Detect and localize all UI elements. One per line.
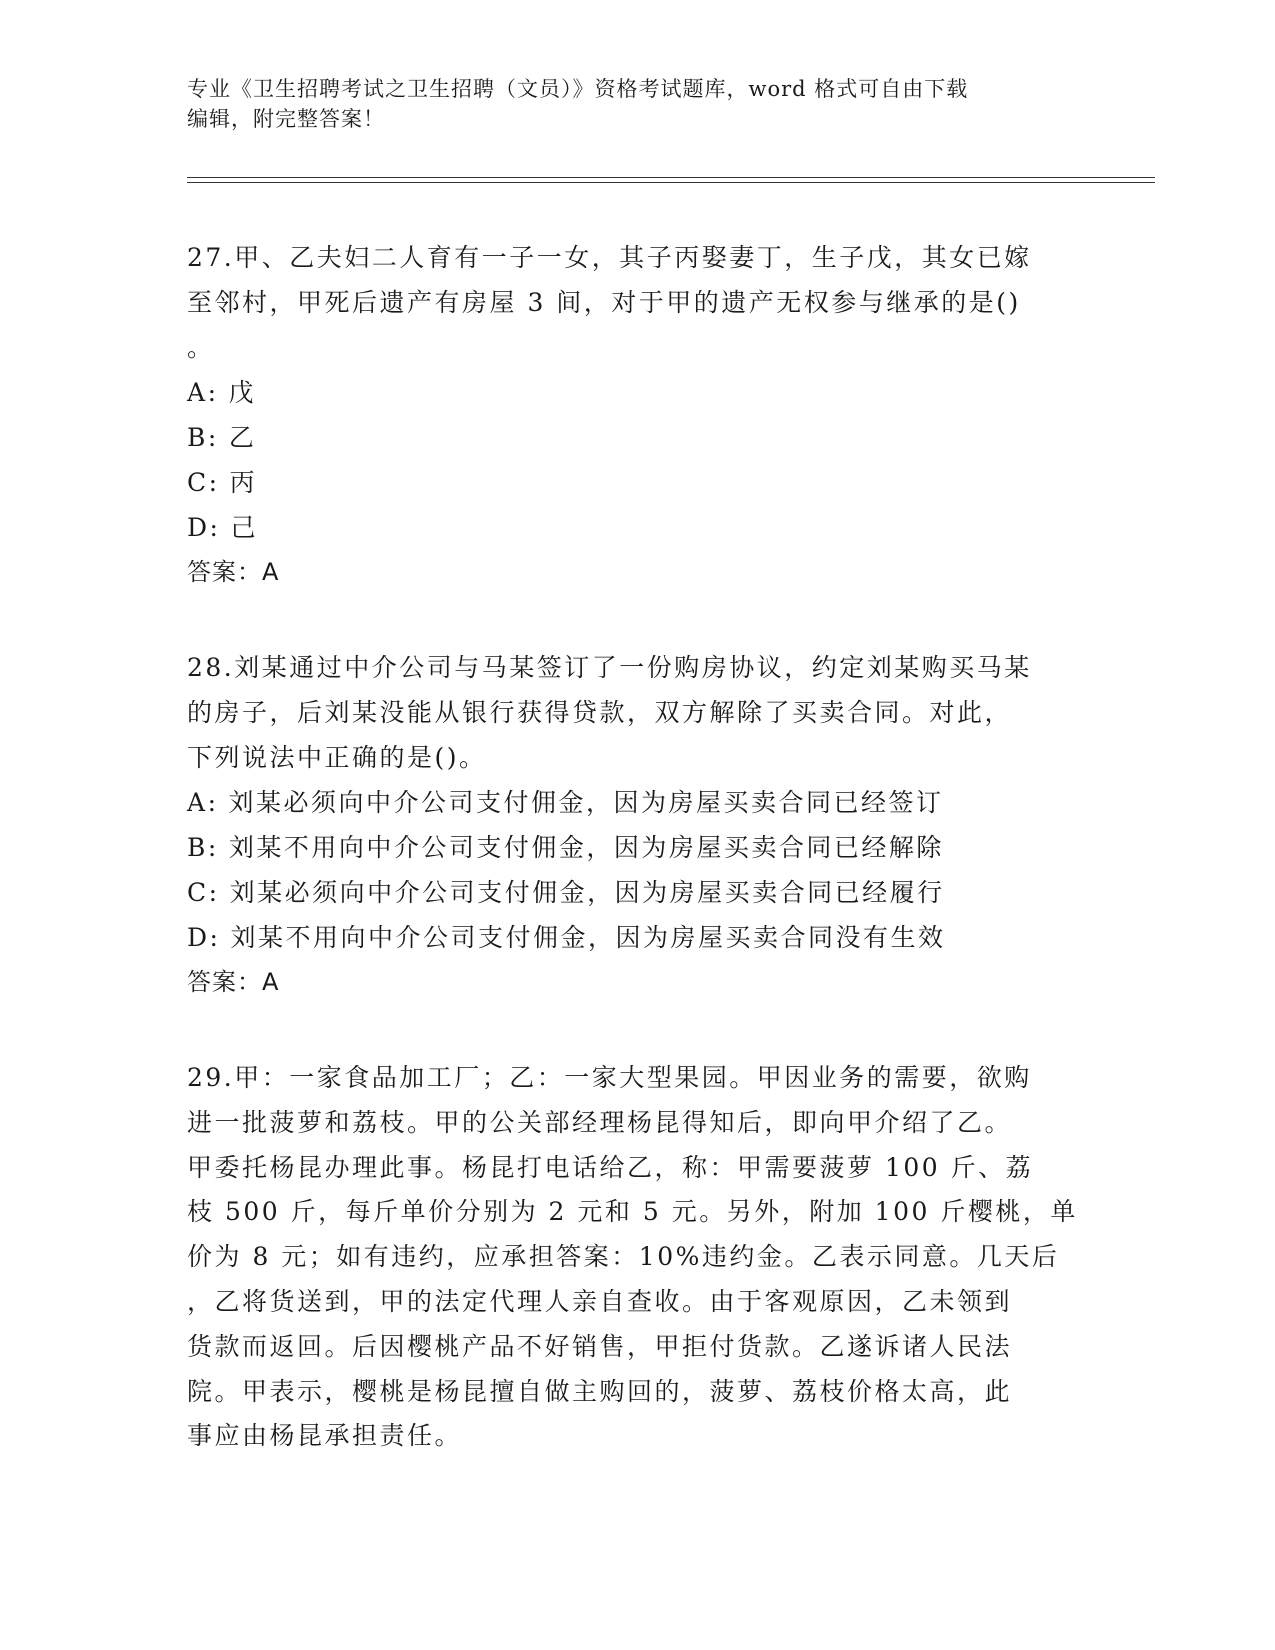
question-stem: [187, 645, 1087, 780]
option-a: [187, 370, 1087, 415]
option-key: A: [187, 788, 208, 817]
option-b: [187, 825, 1087, 870]
option-text: 己: [230, 513, 258, 542]
question-stem: [187, 1056, 1087, 1459]
stem-line: 29.甲：一家食品加工厂；乙：一家大型果园。甲因业务的需要，欲购: [187, 1063, 1032, 1092]
option-text: 丙: [229, 468, 258, 497]
option-a: [187, 780, 1087, 825]
answer-line: 答案：A: [187, 558, 280, 586]
stem-line: 事应由杨昆承担责任。: [187, 1421, 463, 1451]
question-29: [187, 1056, 1087, 1459]
option-d: [187, 915, 1087, 960]
stem-line: 院。甲表示，樱桃是杨昆擅自做主购回的，菠萝、荔枝价格太高，此: [187, 1376, 1013, 1406]
option-text: 刘某必须向中介公司支付佣金，因为房屋买卖合同已经履行: [229, 878, 945, 907]
option-list: [187, 370, 1087, 550]
option-c: [187, 870, 1087, 915]
option-key: C: [187, 878, 209, 907]
option-text: 刘某必须向中介公司支付佣金，因为房屋买卖合同已经签订: [228, 788, 944, 817]
header-line-2: 编辑，附完整答案！: [187, 107, 385, 131]
option-separator: :: [208, 878, 220, 907]
stem-line: 货款而返回。后因樱桃产品不好销售，甲拒付货款。乙遂诉诸人民法: [187, 1331, 1013, 1361]
option-text: 戊: [228, 378, 257, 407]
option-separator: :: [209, 513, 221, 542]
question-stem: [187, 235, 1087, 370]
option-key: A: [187, 378, 208, 407]
option-key: D: [187, 513, 210, 542]
stem-line: 甲委托杨昆办理此事。杨昆打电话给乙，称：甲需要菠萝 100 斤、荔: [187, 1152, 1034, 1182]
option-key: C: [187, 468, 209, 497]
stem-line: 价为 8 元；如有违约，应承担答案：10%违约金。乙表示同意。几天后: [187, 1242, 1060, 1272]
header-divider-bottom: [187, 182, 1155, 183]
stem-line: 进一批菠萝和荔枝。甲的公关部经理杨昆得知后，即向甲介绍了乙。: [187, 1107, 1013, 1137]
stem-line: ，乙将货送到，甲的法定代理人亲自查收。由于客观原因，乙未领到: [187, 1286, 1013, 1316]
stem-line: 28.刘某通过中介公司与马某签订了一份购房协议，约定刘某购买马某: [187, 653, 1032, 682]
option-text: 乙: [228, 423, 257, 452]
question-27: [187, 235, 1087, 595]
option-separator: :: [208, 468, 220, 497]
option-text: 刘某不用向中介公司支付佣金，因为房屋买卖合同已经解除: [228, 833, 944, 862]
option-separator: :: [209, 923, 221, 952]
option-text: 刘某不用向中介公司支付佣金，因为房屋买卖合同没有生效: [230, 923, 946, 952]
stem-line: 下列说法中正确的是()。: [187, 743, 487, 772]
stem-line: 的房子，后刘某没能从银行获得贷款，双方解除了买卖合同。对此，: [187, 698, 1013, 727]
document-header: [187, 74, 1087, 134]
option-b: [187, 415, 1087, 460]
option-key: D: [187, 923, 210, 952]
option-key: B: [187, 423, 208, 452]
option-separator: :: [207, 833, 219, 862]
stem-line: 枝 500 斤，每斤单价分别为 2 元和 5 元。另外，附加 100 斤樱桃，单: [187, 1197, 1078, 1227]
header-divider-top: [187, 177, 1155, 178]
option-key: B: [187, 833, 208, 862]
header-line-1: 专业《卫生招聘考试之卫生招聘（文员）》资格考试题库，word 格式可自由下载: [187, 77, 969, 101]
stem-line: 。: [187, 333, 215, 362]
answer-line: 答案：A: [187, 968, 280, 996]
option-separator: :: [207, 423, 219, 452]
option-c: [187, 460, 1087, 505]
option-separator: :: [207, 788, 219, 817]
stem-line: 27.甲、乙夫妇二人育有一子一女，其子丙娶妻丁，生子戊，其女已嫁: [187, 243, 1032, 272]
stem-line: 至邻村，甲死后遗产有房屋 3 间，对于甲的遗产无权参与继承的是(): [187, 288, 1021, 317]
option-d: [187, 505, 1087, 550]
question-28: [187, 645, 1087, 1005]
option-list: [187, 780, 1087, 960]
option-separator: :: [207, 378, 219, 407]
